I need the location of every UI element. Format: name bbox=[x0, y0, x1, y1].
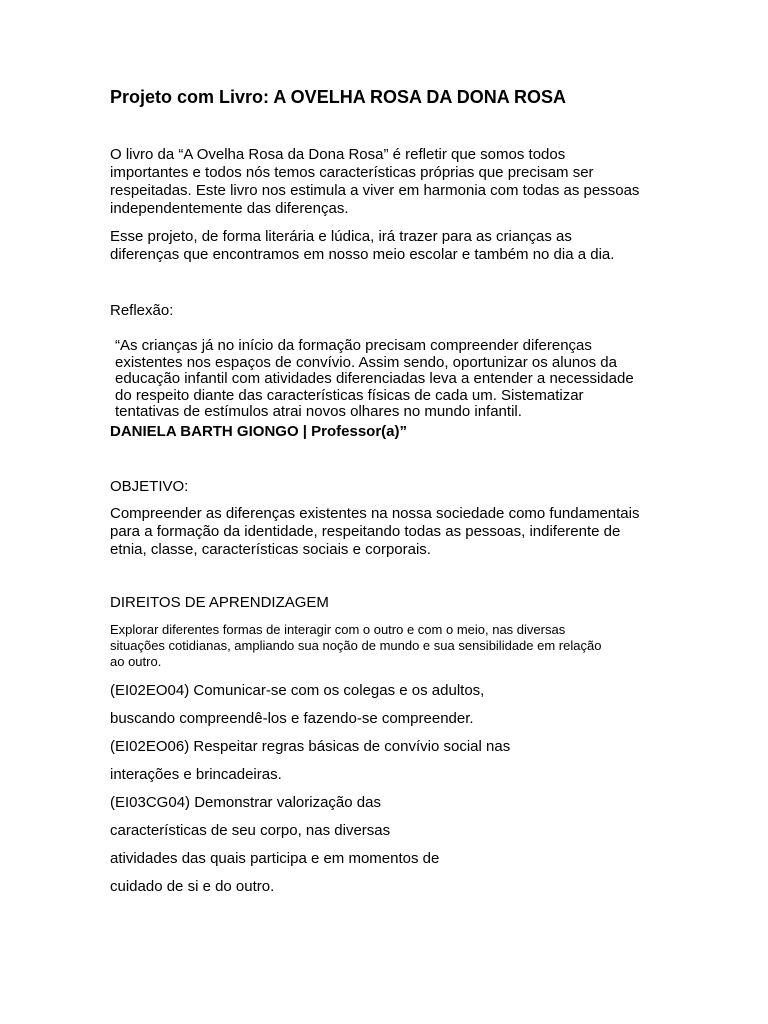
project-line: diferenças que encontramos em nosso meio escolar e também no dia a dia. bbox=[110, 246, 615, 263]
objective-line: Compreender as diferenças existentes na nossa sociedade como fundamentais bbox=[110, 505, 640, 522]
quote-line: educação infantil com atividades diferenciadas leva a entender a necessidade bbox=[115, 370, 634, 387]
rights-intro-line: situações cotidianas, ampliando sua noção de mundo e sua sensibilidade em relação bbox=[110, 638, 602, 653]
rights-line: interações e brincadeiras. bbox=[110, 766, 282, 783]
rights-line: (EI02EO04) Comunicar-se com os colegas e os adultos, bbox=[110, 682, 485, 699]
objective-paragraph bbox=[110, 505, 670, 559]
rights-line: (EI03CG04) Demonstrar valorização das bbox=[110, 794, 381, 811]
rights-line: características de seu corpo, nas diversas bbox=[110, 822, 391, 839]
quote-line: tentativas de estímulos atrai novos olhares no mundo infantil. bbox=[115, 403, 522, 420]
rights-intro-line: Explorar diferentes formas de interagir com o outro e com o meio, nas diversas bbox=[110, 622, 566, 637]
objective-heading: OBJETIVO: bbox=[110, 478, 189, 495]
rights-line: (EI02EO06) Respeitar regras básicas de convívio social nas bbox=[110, 738, 511, 755]
project-paragraph bbox=[110, 228, 670, 264]
objective-line: para a formação da identidade, respeitando todas as pessoas, indiferente de bbox=[110, 523, 621, 540]
page-title: Projeto com Livro: A OVELHA ROSA DA DONA ROSA bbox=[110, 87, 567, 107]
rights-line: buscando compreendê-los e fazendo-se compreender. bbox=[110, 710, 474, 727]
rights-intro-line: ao outro. bbox=[110, 654, 162, 669]
intro-line: importantes e todos nós temos características próprias que precisam ser bbox=[110, 164, 594, 181]
quote-line: do respeito diante das características físicas de cada um. Sistematizar bbox=[115, 386, 584, 404]
quote-author: DANIELA BARTH GIONGO | Professor(a)” bbox=[110, 423, 407, 440]
quote-line: existentes nos espaços de convívio. Assim sendo, oportunizar os alunos da bbox=[115, 353, 617, 371]
intro-line: O livro da “A Ovelha Rosa da Dona Rosa” é refletir que somos todos bbox=[110, 146, 566, 163]
reflection-heading: Reflexão: bbox=[110, 302, 174, 319]
rights-line: atividades das quais participa e em momentos de bbox=[110, 850, 440, 867]
rights-line: cuidado de si e do outro. bbox=[110, 878, 275, 895]
reflection-quote bbox=[115, 338, 675, 421]
objective-line: etnia, classe, características sociais e corporais. bbox=[110, 541, 431, 558]
rights-heading: DIREITOS DE APRENDIZAGEM bbox=[110, 594, 329, 611]
quote-line: “As crianças já no início da formação precisam compreender diferenças bbox=[115, 337, 592, 354]
project-line: Esse projeto, de forma literária e lúdica, irá trazer para as crianças as bbox=[110, 228, 572, 245]
intro-line: independentemente das diferenças. bbox=[110, 200, 349, 217]
rights-intro bbox=[110, 622, 670, 670]
intro-paragraph bbox=[110, 146, 670, 218]
intro-line: respeitadas. Este livro nos estimula a viver em harmonia com todas as pessoas bbox=[110, 182, 640, 199]
